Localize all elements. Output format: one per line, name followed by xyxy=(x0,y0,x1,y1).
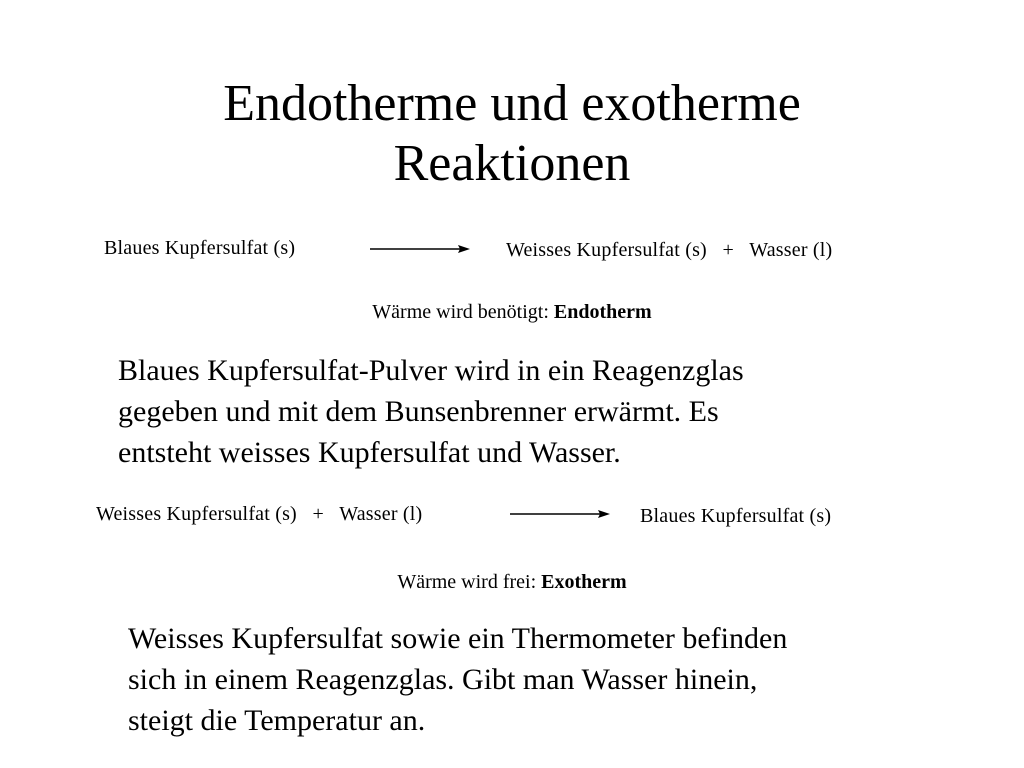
slide-title xyxy=(0,74,1024,194)
endo-reactant: Blaues Kupfersulfat (s) xyxy=(104,237,296,259)
exo-reaction-arrow-icon xyxy=(510,508,610,520)
exo-description-line-3: steigt die Temperatur an. xyxy=(128,704,426,737)
exo-description-line-1: Weisses Kupfersulfat sowie ein Thermometer befinden xyxy=(128,622,788,655)
endo-description-line-2: gegeben und mit dem Bunsenbrenner erwärmt. Es xyxy=(118,395,719,428)
endo-description xyxy=(118,350,744,473)
endo-products: Weisses Kupfersulfat (s) + Wasser (l) xyxy=(506,239,833,261)
exo-product: Blaues Kupfersulfat (s) xyxy=(640,505,832,527)
exo-caption-type: Exotherm xyxy=(541,571,627,593)
exo-description xyxy=(128,618,787,741)
exo-caption xyxy=(0,570,1024,594)
endo-caption-prefix: Wärme wird benötigt: xyxy=(372,301,549,323)
endo-description-line-3: entsteht weisses Kupfersulfat und Wasser. xyxy=(118,436,621,469)
slide-title-line-2: Reaktionen xyxy=(393,135,631,192)
exo-description-line-2: sich in einem Reagenzglas. Gibt man Wasser hinein, xyxy=(128,663,758,696)
endo-reaction-arrow-icon xyxy=(370,243,470,255)
exo-caption-prefix: Wärme wird frei: xyxy=(397,571,537,593)
exo-reactants: Weisses Kupfersulfat (s) + Wasser (l) xyxy=(96,503,423,525)
endo-description-line-1: Blaues Kupfersulfat-Pulver wird in ein Reagenzglas xyxy=(118,354,744,387)
slide-title-line-1: Endotherme und exotherme xyxy=(223,75,801,132)
endo-caption xyxy=(0,300,1024,324)
endo-caption-type: Endotherm xyxy=(553,301,652,323)
